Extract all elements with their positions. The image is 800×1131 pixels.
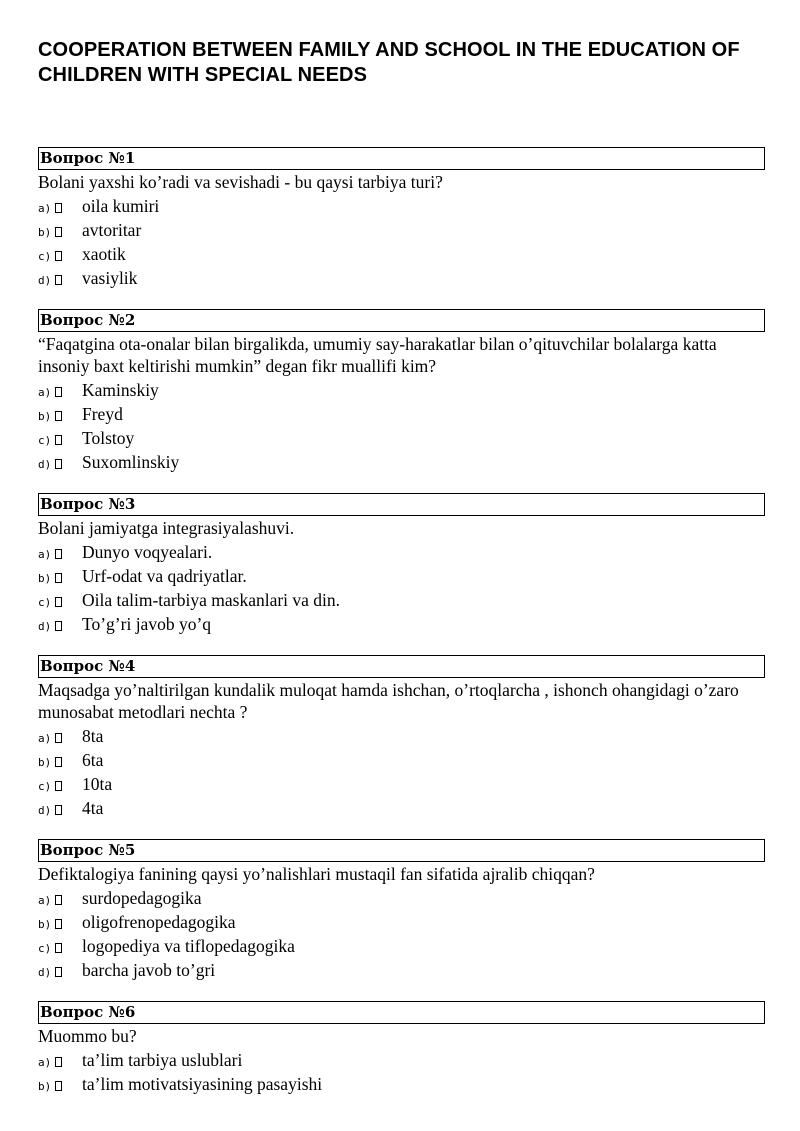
answer-option — [38, 613, 765, 637]
option-text: ta’lim motivatsiyasining pasayishi — [82, 1074, 323, 1094]
question-block — [38, 147, 765, 291]
missing-glyph-box-icon — [55, 943, 62, 953]
missing-glyph-box-icon — [55, 895, 62, 905]
answer-option — [38, 1073, 765, 1097]
answer-option — [38, 911, 765, 935]
option-letter: a) — [38, 732, 52, 745]
option-text: 8ta — [82, 726, 104, 746]
missing-glyph-box-icon — [55, 573, 62, 583]
question-header: Вопрос №6 — [38, 1001, 765, 1024]
option-letter: d) — [38, 458, 52, 471]
document-page — [38, 38, 765, 1115]
missing-glyph-box-icon — [55, 459, 62, 469]
option-text: xaotik — [82, 244, 126, 264]
answer-option — [38, 379, 765, 403]
option-letter: b) — [38, 410, 52, 423]
option-letter: b) — [38, 1080, 52, 1093]
missing-glyph-box-icon — [55, 733, 62, 743]
question-block — [38, 1001, 765, 1097]
missing-glyph-box-icon — [55, 227, 62, 237]
answer-option — [38, 725, 765, 749]
option-letter: c) — [38, 596, 52, 609]
answer-option — [38, 541, 765, 565]
question-text: Maqsadga yo’naltirilgan kundalik muloqat hamda ishchan, o’rtoqlarcha , ishonch ohangidagi o’zaro munosabat metodlari nechta ? — [38, 680, 739, 722]
option-letter: a) — [38, 894, 52, 907]
option-letter: c) — [38, 434, 52, 447]
answer-option — [38, 959, 765, 983]
option-text: surdopedagogika — [82, 888, 202, 908]
missing-glyph-box-icon — [55, 1081, 62, 1091]
missing-glyph-box-icon — [55, 203, 62, 213]
option-text: Urf-odat va qadriyatlar. — [82, 566, 247, 586]
answer-option — [38, 1049, 765, 1073]
option-text: Kaminskiy — [82, 380, 159, 400]
question-text: Bolani yaxshi ko’radi va sevishadi - bu qaysi tarbiya turi? — [38, 172, 443, 192]
question-text: Bolani jamiyatga integrasiyalashuvi. — [38, 518, 295, 538]
option-text: ta’lim tarbiya uslublari — [82, 1050, 243, 1070]
option-text: Tolstoy — [82, 428, 135, 448]
missing-glyph-box-icon — [55, 597, 62, 607]
answer-options — [38, 887, 765, 983]
option-text: logopediya va tiflopedagogika — [82, 936, 295, 956]
option-text: 6ta — [82, 750, 104, 770]
option-letter: b) — [38, 572, 52, 585]
option-text: oila kumiri — [82, 196, 160, 216]
option-text: Dunyo voqyealari. — [82, 542, 213, 562]
option-text: barcha javob to’gri — [82, 960, 216, 980]
option-letter: b) — [38, 226, 52, 239]
missing-glyph-box-icon — [55, 621, 62, 631]
question-text: Muommo bu? — [38, 1026, 137, 1046]
missing-glyph-box-icon — [55, 919, 62, 929]
missing-glyph-box-icon — [55, 251, 62, 261]
option-letter: d) — [38, 804, 52, 817]
question-block — [38, 839, 765, 983]
document-title: COOPERATION BETWEEN FAMILY AND SCHOOL IN THE EDUCATION OF CHILDREN WITH SPECIAL NEEDS — [38, 39, 740, 86]
missing-glyph-box-icon — [55, 411, 62, 421]
question-text: “Faqatgina ota-onalar bilan birgalikda, umumiy say-harakatlar bilan o’qituvchilar bolalarga katta insoniy baxt keltirishi mumkin” degan fikr muallifi kim? — [38, 334, 717, 376]
option-text: Suxomlinskiy — [82, 452, 180, 472]
question-block — [38, 493, 765, 637]
question-header: Вопрос №2 — [38, 309, 765, 332]
missing-glyph-box-icon — [55, 757, 62, 767]
answer-option — [38, 451, 765, 475]
answer-options — [38, 195, 765, 291]
missing-glyph-box-icon — [55, 549, 62, 559]
question-header: Вопрос №3 — [38, 493, 765, 516]
missing-glyph-box-icon — [55, 435, 62, 445]
answer-option — [38, 773, 765, 797]
answer-option — [38, 887, 765, 911]
option-letter: c) — [38, 780, 52, 793]
answer-option — [38, 427, 765, 451]
missing-glyph-box-icon — [55, 387, 62, 397]
question-list — [38, 147, 765, 1097]
answer-option — [38, 267, 765, 291]
answer-option — [38, 935, 765, 959]
question-header: Вопрос №4 — [38, 655, 765, 678]
missing-glyph-box-icon — [55, 1057, 62, 1067]
answer-options — [38, 379, 765, 475]
option-text: avtoritar — [82, 220, 142, 240]
answer-options — [38, 541, 765, 637]
answer-option — [38, 749, 765, 773]
option-text: vasiylik — [82, 268, 138, 288]
option-letter: a) — [38, 548, 52, 561]
option-text: To’g’ri javob yo’q — [82, 614, 212, 634]
missing-glyph-box-icon — [55, 275, 62, 285]
answer-options — [38, 1049, 765, 1097]
question-block — [38, 309, 765, 475]
missing-glyph-box-icon — [55, 805, 62, 815]
option-letter: d) — [38, 620, 52, 633]
option-letter: b) — [38, 918, 52, 931]
option-letter: b) — [38, 756, 52, 769]
option-text: 4ta — [82, 798, 104, 818]
question-text: Defiktalogiya fanining qaysi yo’nalishlari mustaqil fan sifatida ajralib chiqqan? — [38, 864, 595, 884]
option-text: Oila talim-tarbiya maskanlari va din. — [82, 590, 341, 610]
option-letter: c) — [38, 942, 52, 955]
question-header: Вопрос №1 — [38, 147, 765, 170]
missing-glyph-box-icon — [55, 967, 62, 977]
option-letter: a) — [38, 1056, 52, 1069]
answer-option — [38, 195, 765, 219]
option-text: Freyd — [82, 404, 123, 424]
question-block — [38, 655, 765, 821]
question-header: Вопрос №5 — [38, 839, 765, 862]
option-letter: d) — [38, 274, 52, 287]
answer-option — [38, 403, 765, 427]
missing-glyph-box-icon — [55, 781, 62, 791]
answer-option — [38, 797, 765, 821]
answer-option — [38, 243, 765, 267]
option-text: oligofrenopedagogika — [82, 912, 236, 932]
answer-option — [38, 219, 765, 243]
answer-option — [38, 589, 765, 613]
answer-options — [38, 725, 765, 821]
option-letter: c) — [38, 250, 52, 263]
option-letter: a) — [38, 202, 52, 215]
option-letter: d) — [38, 966, 52, 979]
answer-option — [38, 565, 765, 589]
option-letter: a) — [38, 386, 52, 399]
option-text: 10ta — [82, 774, 113, 794]
